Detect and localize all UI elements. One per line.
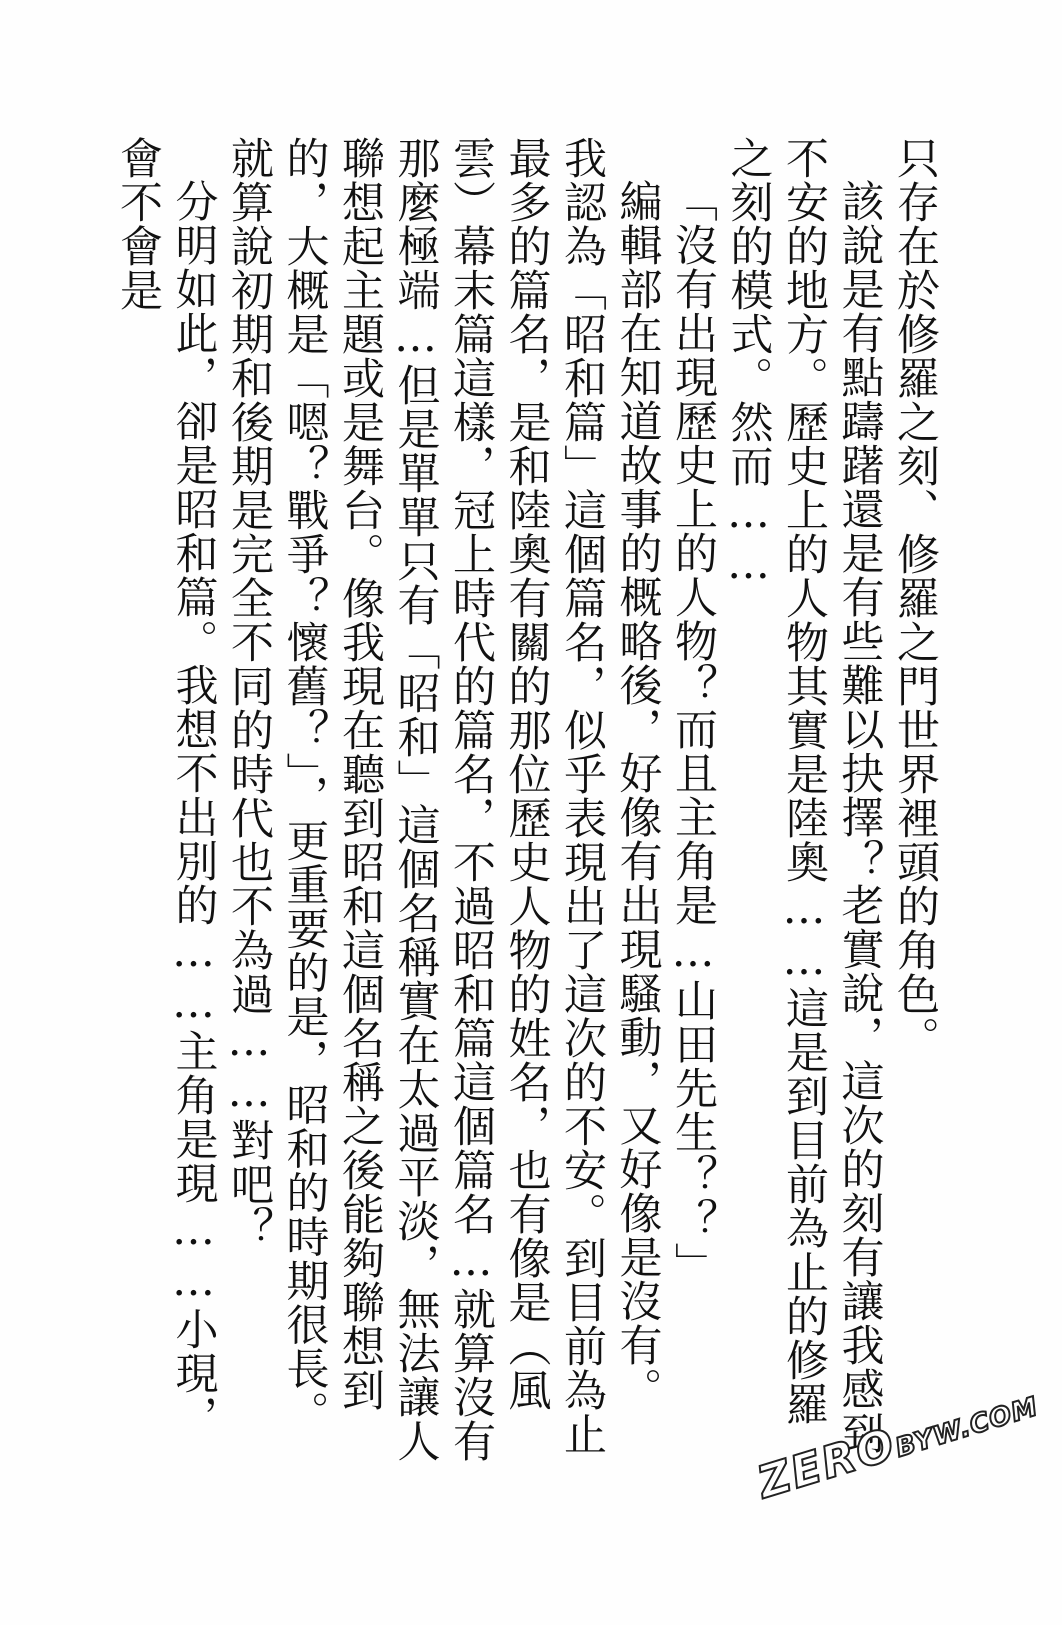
paragraph-2: 該說是有點躊躇還是有些難以抉擇？老實說，這次的刻有讓我感到不安的地方。歷史上的人物其實是陸奧……這是到目前為止的修羅之刻的模式。然而…… xyxy=(723,136,885,1455)
vertical-text-block xyxy=(110,136,943,1466)
paragraph-4: 編輯部在知道故事的概略後，好像有出現騷動，又好像是沒有。 xyxy=(612,179,663,1411)
paragraph-6: 分明如此，卻是昭和篇。我想不出別的……主角是現……小現，會不會是 xyxy=(113,136,219,1439)
paragraph-3: 「沒有出現歷史上的人物？而且主角是…山田先生？？」 xyxy=(668,179,718,1286)
watermark-main: ZERO xyxy=(752,1418,902,1509)
paragraph-5: 我認為「昭和篇」這個篇名，似乎表現出了這次的不安。到目前為止最多的篇名，是和陸奧有關的那位歷史人物的姓名，也有像是（風雲）幕末篇這樣，冠上時代的篇名，不過昭和篇這個篇名…就算沒有那麼極端…但是單單只有「昭和」這個名稱實在太過平淡，無法讓人聯想起主題或是舞台。像我現在聽到昭和這個名稱之後能夠聯想到的，大概是「嗯？戰爭？懷舊？」，更重要的是，昭和的時期很長。就算說初期和後期是完全不同的時代也不為過……對吧？ xyxy=(224,136,607,1463)
paragraph-1: 只存在於修羅之刻、修羅之門世界裡頭的角色。 xyxy=(890,136,940,1060)
watermark-sub: BYW.COM xyxy=(892,1391,1042,1464)
